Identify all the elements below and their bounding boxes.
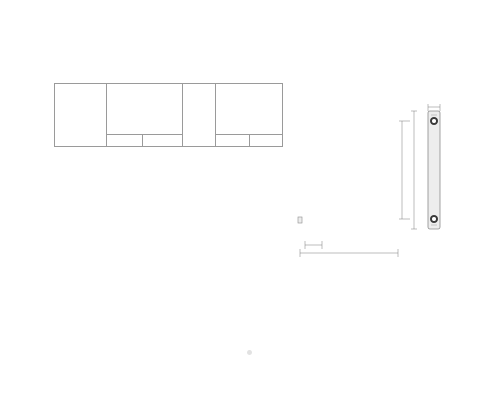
- dimension-lines: [300, 104, 440, 257]
- header-length: [183, 84, 216, 147]
- radiator-drawing: [290, 95, 450, 265]
- subheader-heat-500: [143, 135, 183, 147]
- subheader-mass-500: [250, 135, 283, 147]
- radiator-front-view: [298, 217, 302, 223]
- header-heat-flow: [107, 84, 183, 135]
- watermark-logo-icon: [247, 350, 252, 355]
- specification-table: [54, 83, 283, 147]
- watermark: [185, 350, 315, 356]
- radiator-side-view: [428, 111, 440, 229]
- subheader-heat-300: [107, 135, 143, 147]
- subheader-mass-300: [216, 135, 250, 147]
- header-mass: [216, 84, 283, 135]
- table-header-row: [55, 84, 283, 135]
- header-sections: [55, 84, 107, 147]
